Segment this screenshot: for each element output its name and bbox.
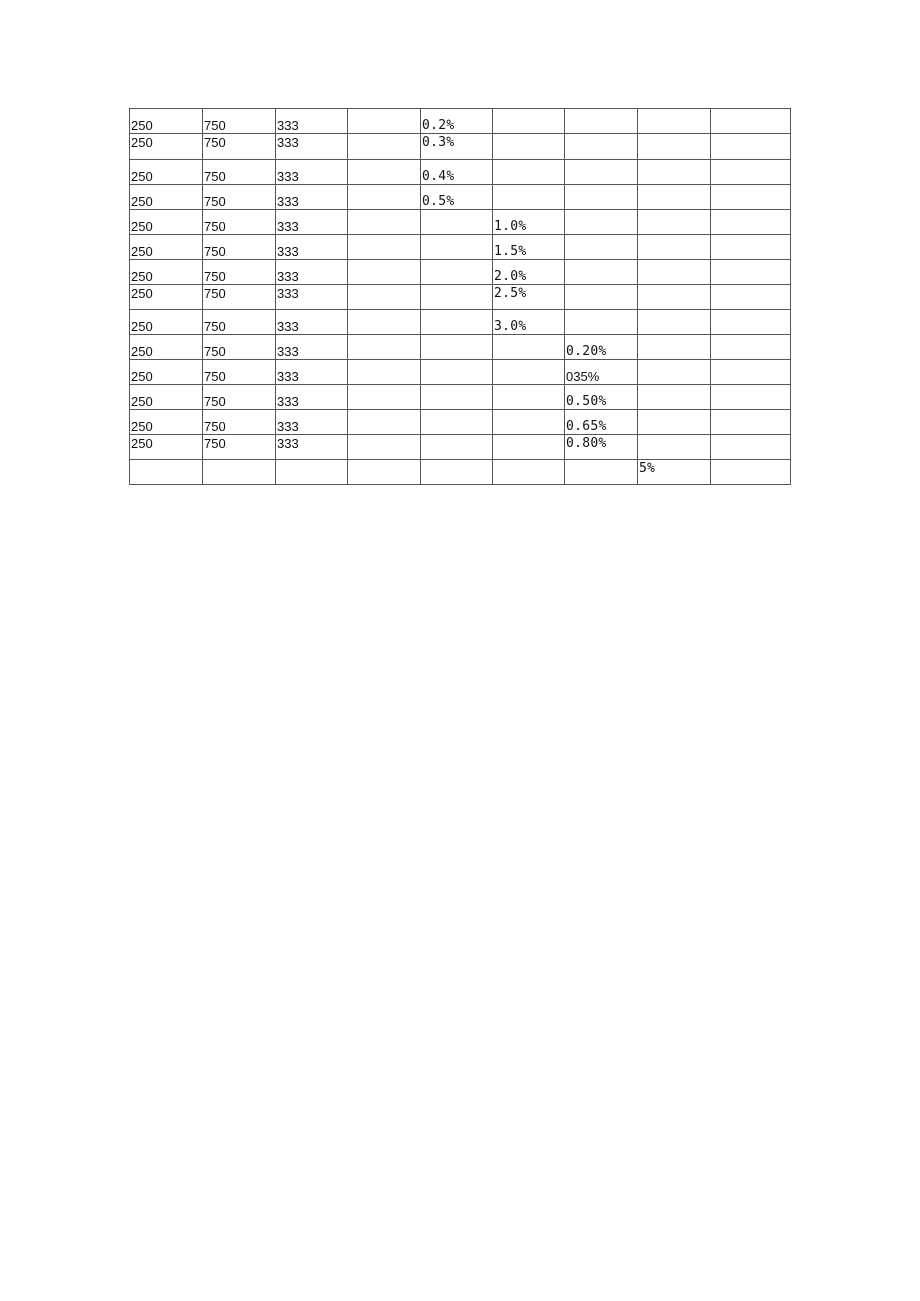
table-cell	[493, 160, 565, 185]
table-cell	[348, 185, 421, 210]
table-cell: 250	[130, 385, 203, 410]
table-cell	[565, 160, 638, 185]
table-cell	[348, 410, 421, 435]
table-cell	[348, 435, 421, 460]
table-cell: 750	[203, 235, 276, 260]
table-cell	[711, 185, 791, 210]
table-cell: 750	[203, 410, 276, 435]
table-cell: 333	[276, 160, 348, 185]
table-cell: 750	[203, 109, 276, 134]
table-row	[130, 310, 791, 335]
table-cell	[493, 385, 565, 410]
table-cell: 750	[203, 210, 276, 235]
table-cell	[421, 460, 493, 485]
table-cell	[421, 260, 493, 285]
table-cell	[711, 335, 791, 360]
table-cell: 333	[276, 235, 348, 260]
table-cell: 750	[203, 360, 276, 385]
table-cell	[421, 210, 493, 235]
table-cell	[711, 310, 791, 335]
table-row	[130, 185, 791, 210]
table-row	[130, 460, 791, 485]
table-cell	[638, 235, 711, 260]
table-row	[130, 335, 791, 360]
table-cell	[711, 285, 791, 310]
table-cell	[421, 310, 493, 335]
table-cell	[638, 285, 711, 310]
table-cell: 2.0%	[493, 260, 565, 285]
table-cell: 250	[130, 310, 203, 335]
table-cell	[638, 385, 711, 410]
table-cell	[348, 310, 421, 335]
table-cell	[348, 210, 421, 235]
table-cell: 250	[130, 109, 203, 134]
table-cell	[711, 435, 791, 460]
table-row	[130, 410, 791, 435]
table-cell: 250	[130, 435, 203, 460]
table-cell: 3.0%	[493, 310, 565, 335]
table-cell: 750	[203, 285, 276, 310]
table-cell: 750	[203, 310, 276, 335]
table-cell	[711, 260, 791, 285]
table-cell	[638, 360, 711, 385]
table-cell	[493, 109, 565, 134]
table-cell	[493, 460, 565, 485]
table-cell: 2.5%	[493, 285, 565, 310]
table-cell	[421, 385, 493, 410]
table-cell: 0.2%	[421, 109, 493, 134]
table-cell	[565, 260, 638, 285]
table-cell	[493, 134, 565, 160]
data-table	[129, 108, 791, 485]
table-cell	[711, 160, 791, 185]
table-cell: 250	[130, 235, 203, 260]
table-cell	[565, 109, 638, 134]
table-row	[130, 210, 791, 235]
table-cell	[493, 410, 565, 435]
table-cell	[638, 109, 711, 134]
table-cell: 750	[203, 160, 276, 185]
table-cell	[421, 435, 493, 460]
table-cell	[493, 335, 565, 360]
table-cell	[711, 410, 791, 435]
table-cell	[348, 134, 421, 160]
table-cell	[348, 260, 421, 285]
table-cell	[421, 410, 493, 435]
table-cell	[348, 160, 421, 185]
table-cell	[638, 160, 711, 185]
table-cell: 0.5%	[421, 185, 493, 210]
table-cell: 750	[203, 385, 276, 410]
table-row	[130, 260, 791, 285]
table-cell	[638, 260, 711, 285]
table-cell	[711, 210, 791, 235]
table-cell	[348, 285, 421, 310]
table-cell	[421, 360, 493, 385]
table-cell: 333	[276, 285, 348, 310]
table-cell	[565, 460, 638, 485]
table-cell	[711, 134, 791, 160]
table-cell: 035%	[565, 360, 638, 385]
table-cell: 250	[130, 185, 203, 210]
table-cell	[711, 109, 791, 134]
table-cell: 333	[276, 210, 348, 235]
table-cell: 333	[276, 385, 348, 410]
table-cell	[638, 310, 711, 335]
table-cell: 750	[203, 260, 276, 285]
table-cell: 250	[130, 335, 203, 360]
table-cell: 250	[130, 285, 203, 310]
table-cell: 250	[130, 260, 203, 285]
table-cell	[348, 335, 421, 360]
table-cell	[711, 385, 791, 410]
table-row	[130, 285, 791, 310]
table-cell	[638, 134, 711, 160]
table-cell	[565, 185, 638, 210]
table-cell: 0.4%	[421, 160, 493, 185]
table-cell: 1.0%	[493, 210, 565, 235]
table-cell	[421, 235, 493, 260]
table-cell	[348, 460, 421, 485]
table-cell: 5%	[638, 460, 711, 485]
table-cell	[711, 235, 791, 260]
table-cell: 333	[276, 310, 348, 335]
table-cell: 333	[276, 109, 348, 134]
table-row	[130, 134, 791, 160]
table-cell: 750	[203, 335, 276, 360]
table-cell	[638, 335, 711, 360]
table-cell	[130, 460, 203, 485]
table-cell: 0.80%	[565, 435, 638, 460]
table-cell: 0.3%	[421, 134, 493, 160]
table-cell	[638, 210, 711, 235]
table-cell: 250	[130, 160, 203, 185]
table-cell: 1.5%	[493, 235, 565, 260]
table-cell: 250	[130, 134, 203, 160]
table-cell	[565, 310, 638, 335]
table-cell	[565, 285, 638, 310]
table-cell	[711, 460, 791, 485]
table-cell	[638, 435, 711, 460]
table-cell: 750	[203, 134, 276, 160]
table-cell	[565, 134, 638, 160]
table-cell	[565, 235, 638, 260]
table-cell: 333	[276, 435, 348, 460]
table-cell: 333	[276, 360, 348, 385]
table-cell: 750	[203, 185, 276, 210]
table-cell	[493, 185, 565, 210]
table-cell: 0.65%	[565, 410, 638, 435]
table-cell	[638, 185, 711, 210]
table-cell: 333	[276, 260, 348, 285]
table-cell	[493, 435, 565, 460]
table-cell	[421, 285, 493, 310]
table-cell: 250	[130, 360, 203, 385]
table-cell: 333	[276, 134, 348, 160]
table-cell: 0.20%	[565, 335, 638, 360]
table-row	[130, 235, 791, 260]
table-cell	[493, 360, 565, 385]
table-cell	[565, 210, 638, 235]
table-row	[130, 109, 791, 134]
table-cell: 750	[203, 435, 276, 460]
table-cell	[638, 410, 711, 435]
table-cell	[348, 235, 421, 260]
table-row	[130, 360, 791, 385]
table-cell: 250	[130, 210, 203, 235]
table-row	[130, 385, 791, 410]
table-row	[130, 435, 791, 460]
table-cell	[421, 335, 493, 360]
table-cell	[348, 385, 421, 410]
table-cell	[276, 460, 348, 485]
table-cell	[348, 109, 421, 134]
table-cell: 0.50%	[565, 385, 638, 410]
table-cell: 250	[130, 410, 203, 435]
table-row	[130, 160, 791, 185]
table-cell	[711, 360, 791, 385]
table-cell	[348, 360, 421, 385]
table-cell: 333	[276, 185, 348, 210]
table-cell: 333	[276, 335, 348, 360]
table-cell	[203, 460, 276, 485]
table-cell: 333	[276, 410, 348, 435]
